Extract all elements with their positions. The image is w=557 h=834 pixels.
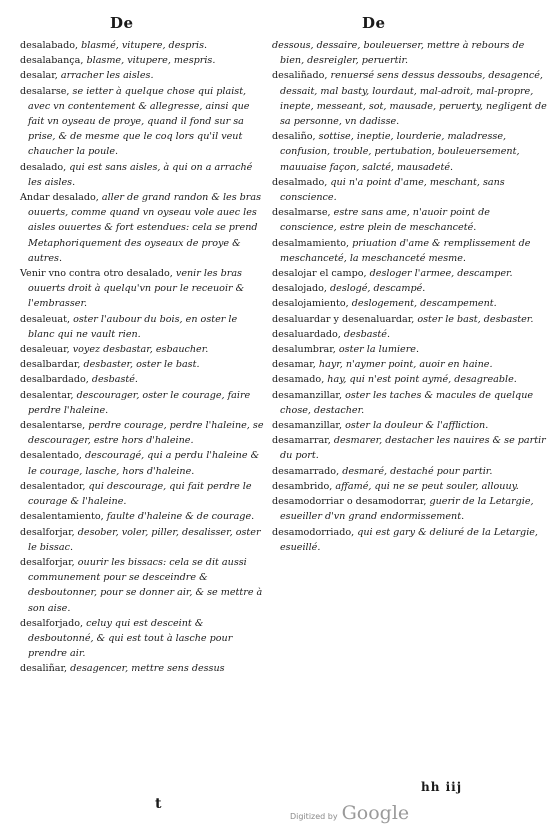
dictionary-entry: [272, 357, 548, 372]
dictionary-entry: [20, 160, 266, 190]
entry-headword: desalojado,: [272, 283, 327, 295]
entry-definition: oster l'aubour du bois, en oster le blanc qui ne vault rien.: [28, 313, 238, 340]
google-logo: Google: [341, 802, 410, 824]
entry-definition: qui descourage, qui fait perdre le courage & l'haleine.: [28, 480, 252, 508]
entry-headword: desambrido,: [272, 480, 333, 492]
entry-definition: se ietter à quelque chose qui plaist, avec vn contentement & allegresse, ainsi que fait vn oyseau de proye, quand il fond sur sa prise, & de mesme que le coq lors qu'il veut chaucher la poule.: [28, 85, 250, 158]
entry-headword: desalar,: [20, 70, 58, 82]
dictionary-entry: [272, 479, 548, 494]
running-head-left: De: [110, 14, 134, 32]
dictionary-entry: [272, 205, 548, 235]
dictionary-entry: [272, 38, 548, 68]
entry-headword: Venir vno contra otro desalado,: [20, 268, 173, 280]
entry-definition: oster la douleur & l'affliction.: [342, 420, 489, 432]
left-column: [20, 38, 266, 677]
dictionary-entry: [272, 296, 548, 311]
entry-definition: faulte d'haleine & de courage.: [103, 511, 255, 523]
dictionary-entry: [20, 555, 266, 616]
dictionary-entry: [272, 312, 548, 327]
entry-headword: desamar,: [272, 359, 316, 371]
dictionary-entry: [20, 509, 266, 524]
entry-definition: hayr, n'aymer point, auoir en haine.: [315, 359, 493, 371]
entry-definition: desober, voler, piller, desalisser, oster le bissac.: [28, 526, 261, 553]
entry-headword: desalado,: [20, 161, 67, 173]
entry-headword: desalabança,: [20, 55, 84, 67]
entry-headword: desamanzillar,: [272, 420, 343, 432]
entry-definition: aller de grand randon & les bras ouuerts, comme quand vn oyseau vole auec les aisles ouuertes & fort estendues: cela se prend Metaphoriquement des oyseaux de proye & autres.: [28, 192, 262, 264]
dictionary-entry: [272, 464, 548, 479]
digitized-watermark: [290, 802, 409, 824]
entry-definition: descourager, oster le courage, faire perdre l'haleine.: [28, 389, 251, 416]
entry-headword: desalmamiento,: [272, 237, 350, 249]
entry-headword: desamarrar,: [272, 435, 331, 447]
entry-definition: venir les bras ouuerts droit à quelqu'vn pour le receuoir & l'embrasser.: [28, 268, 245, 310]
entry-definition: desbaster, oster le bast.: [80, 359, 200, 371]
entry-definition: celuy qui est desceint & desboutonné, & qui est tout à lasche pour prendre air.: [28, 617, 233, 660]
dictionary-entry: [272, 281, 548, 296]
entry-definition: qui est sans aisles, à qui on a arraché les aisles.: [28, 161, 253, 188]
entry-definition: oster la lumiere.: [335, 344, 420, 356]
entry-headword: desaluardar y desenaluardar,: [272, 313, 415, 325]
entry-definition: oster le bast, desbaster.: [414, 313, 534, 325]
entry-headword: desamado,: [272, 374, 325, 386]
dictionary-entry: [272, 175, 548, 205]
entry-headword: desaliño,: [272, 131, 316, 143]
entry-definition: desmaré, destaché pour partir.: [339, 465, 493, 477]
entry-definition: dessous, dessaire, bouleuerser, mettre à rebours de bien, desreigler, peruertir.: [272, 40, 525, 67]
dictionary-entry: [272, 236, 548, 266]
footer-mark: t: [155, 796, 162, 812]
dictionary-entry: [20, 190, 266, 266]
entry-definition: blasme, vitupere, mespris.: [83, 55, 216, 67]
entry-headword: desalumbrar,: [272, 344, 336, 356]
entry-definition: affamé, qui ne se peut souler, allouuy.: [332, 480, 519, 492]
entry-headword: desalforjar,: [20, 526, 75, 538]
entry-definition: blasmé, vitupere, despris.: [78, 40, 208, 51]
dictionary-entry: [20, 312, 266, 342]
digitized-by-label: Digitized by: [290, 812, 338, 821]
entry-headword: desaleuat,: [20, 313, 71, 325]
dictionary-entry: [20, 388, 266, 418]
entry-headword: desaleuar,: [20, 344, 70, 356]
entry-definition: oster les taches & macules de quelque chose, destacher.: [280, 389, 534, 416]
entry-definition: qui n'a point d'ame, meschant, sans conscience.: [280, 176, 505, 204]
dictionary-entry: [272, 327, 548, 342]
entry-headword: desamodorriar o desamodorrar,: [272, 496, 427, 508]
dictionary-entry: [272, 418, 548, 433]
dictionary-entry: [272, 388, 548, 418]
entry-definition: desbasté.: [88, 374, 138, 386]
entry-definition: ouurir les bissacs: cela se dit aussi communement pour se desceindre & desboutonner, pour se donner air, & se mettre à son aise.: [28, 556, 263, 614]
entry-headword: desalmarse,: [272, 207, 331, 219]
dictionary-entry: [20, 342, 266, 357]
entry-headword: desalentado,: [20, 450, 82, 462]
dictionary-entry: [20, 266, 266, 312]
entry-headword: desalforjar,: [20, 556, 75, 568]
dictionary-entry: [20, 661, 266, 676]
entry-definition: estre sans ame, n'auoir point de conscience, estre plein de meschanceté.: [280, 207, 490, 234]
dictionary-entry: [272, 266, 548, 281]
entry-definition: qui est gary & deliuré de la Letargie, esueillé.: [280, 526, 538, 553]
entry-headword: desamanzillar,: [272, 389, 343, 401]
dictionary-entry: [20, 53, 266, 68]
entry-headword: Andar desalado,: [20, 192, 99, 204]
entry-headword: desaliñar,: [20, 663, 68, 675]
dictionary-entry: [272, 494, 548, 524]
entry-headword: desamodorriado,: [272, 526, 355, 538]
right-column: [272, 38, 548, 555]
entry-definition: desagencer, mettre sens dessus: [67, 663, 225, 675]
dictionary-entry: [20, 418, 266, 448]
entry-headword: desalentar,: [20, 389, 74, 401]
dictionary-entry: [20, 357, 266, 372]
entry-headword: desalforjado,: [20, 617, 84, 629]
entry-headword: desalbardar,: [20, 359, 81, 371]
dictionary-entry: [20, 525, 266, 555]
entry-headword: desaliñado,: [272, 70, 328, 82]
entry-definition: desmarer, destacher les nauires & se partir du port.: [280, 435, 546, 462]
dictionary-entry: [20, 372, 266, 387]
entry-headword: desalentador,: [20, 480, 86, 492]
entry-definition: voyez desbastar, esbaucher.: [69, 344, 209, 356]
dictionary-entry: [20, 38, 266, 53]
dictionary-entry: [272, 129, 548, 175]
entry-headword: desalentarse,: [20, 420, 86, 432]
dictionary-entry: [20, 479, 266, 509]
entry-definition: hay, qui n'est point aymé, desagreable.: [324, 374, 517, 386]
entry-headword: desalojar el campo,: [272, 268, 367, 280]
entry-definition: renuersé sens dessus dessoubs, desagencé, dessait, mal basty, lourdaut, mal-adroit, mal-propre, inepte, messeant, sot, mausade, peruerty, negligent de sa personne, vn dadisse.: [280, 70, 547, 128]
entry-definition: arracher les aisles.: [57, 70, 154, 82]
entry-definition: deslogement, descampement.: [348, 298, 497, 310]
running-head-right: De: [362, 14, 386, 32]
entry-headword: desamarrado,: [272, 465, 340, 477]
entry-definition: priuation d'ame & remplissement de meschanceté, la meschanceté mesme.: [280, 237, 531, 264]
entry-definition: perdre courage, perdre l'haleine, se descourager, estre hors d'haleine.: [28, 420, 264, 447]
entry-definition: sottise, ineptie, lourderie, maladresse, confusion, trouble, pertubation, bouleuersement, mauuaise façon, salcté, mausadeté.: [280, 131, 520, 173]
dictionary-entry: [272, 68, 548, 129]
entry-definition: descouragé, qui a perdu l'haleine & le courage, lasche, hors d'haleine.: [28, 450, 260, 477]
dictionary-entry: [20, 68, 266, 83]
entry-headword: desalmado,: [272, 176, 328, 188]
entry-headword: desaluardado,: [272, 328, 341, 340]
entry-headword: desalbardado,: [20, 374, 89, 386]
entry-headword: desalarse,: [20, 85, 70, 97]
entry-definition: deslogé, descampé.: [326, 283, 426, 295]
entry-headword: desalabado,: [20, 40, 79, 51]
entry-definition: desloger l'armee, descamper.: [366, 268, 513, 280]
entry-definition: guerir de la Letargie, esueiller d'vn grand endormissement.: [280, 496, 534, 523]
dictionary-entry: [20, 448, 266, 478]
signature-mark: hh iij: [421, 780, 463, 794]
dictionary-entry: [272, 433, 548, 463]
dictionary-entry: [20, 84, 266, 160]
entry-definition: desbasté.: [340, 328, 391, 340]
dictionary-entry: [20, 616, 266, 662]
dictionary-entry: [272, 525, 548, 555]
dictionary-entry: [272, 372, 548, 387]
dictionary-entry: [272, 342, 548, 357]
entry-headword: desalentamiento,: [20, 511, 104, 523]
entry-headword: desalojamiento,: [272, 298, 349, 310]
